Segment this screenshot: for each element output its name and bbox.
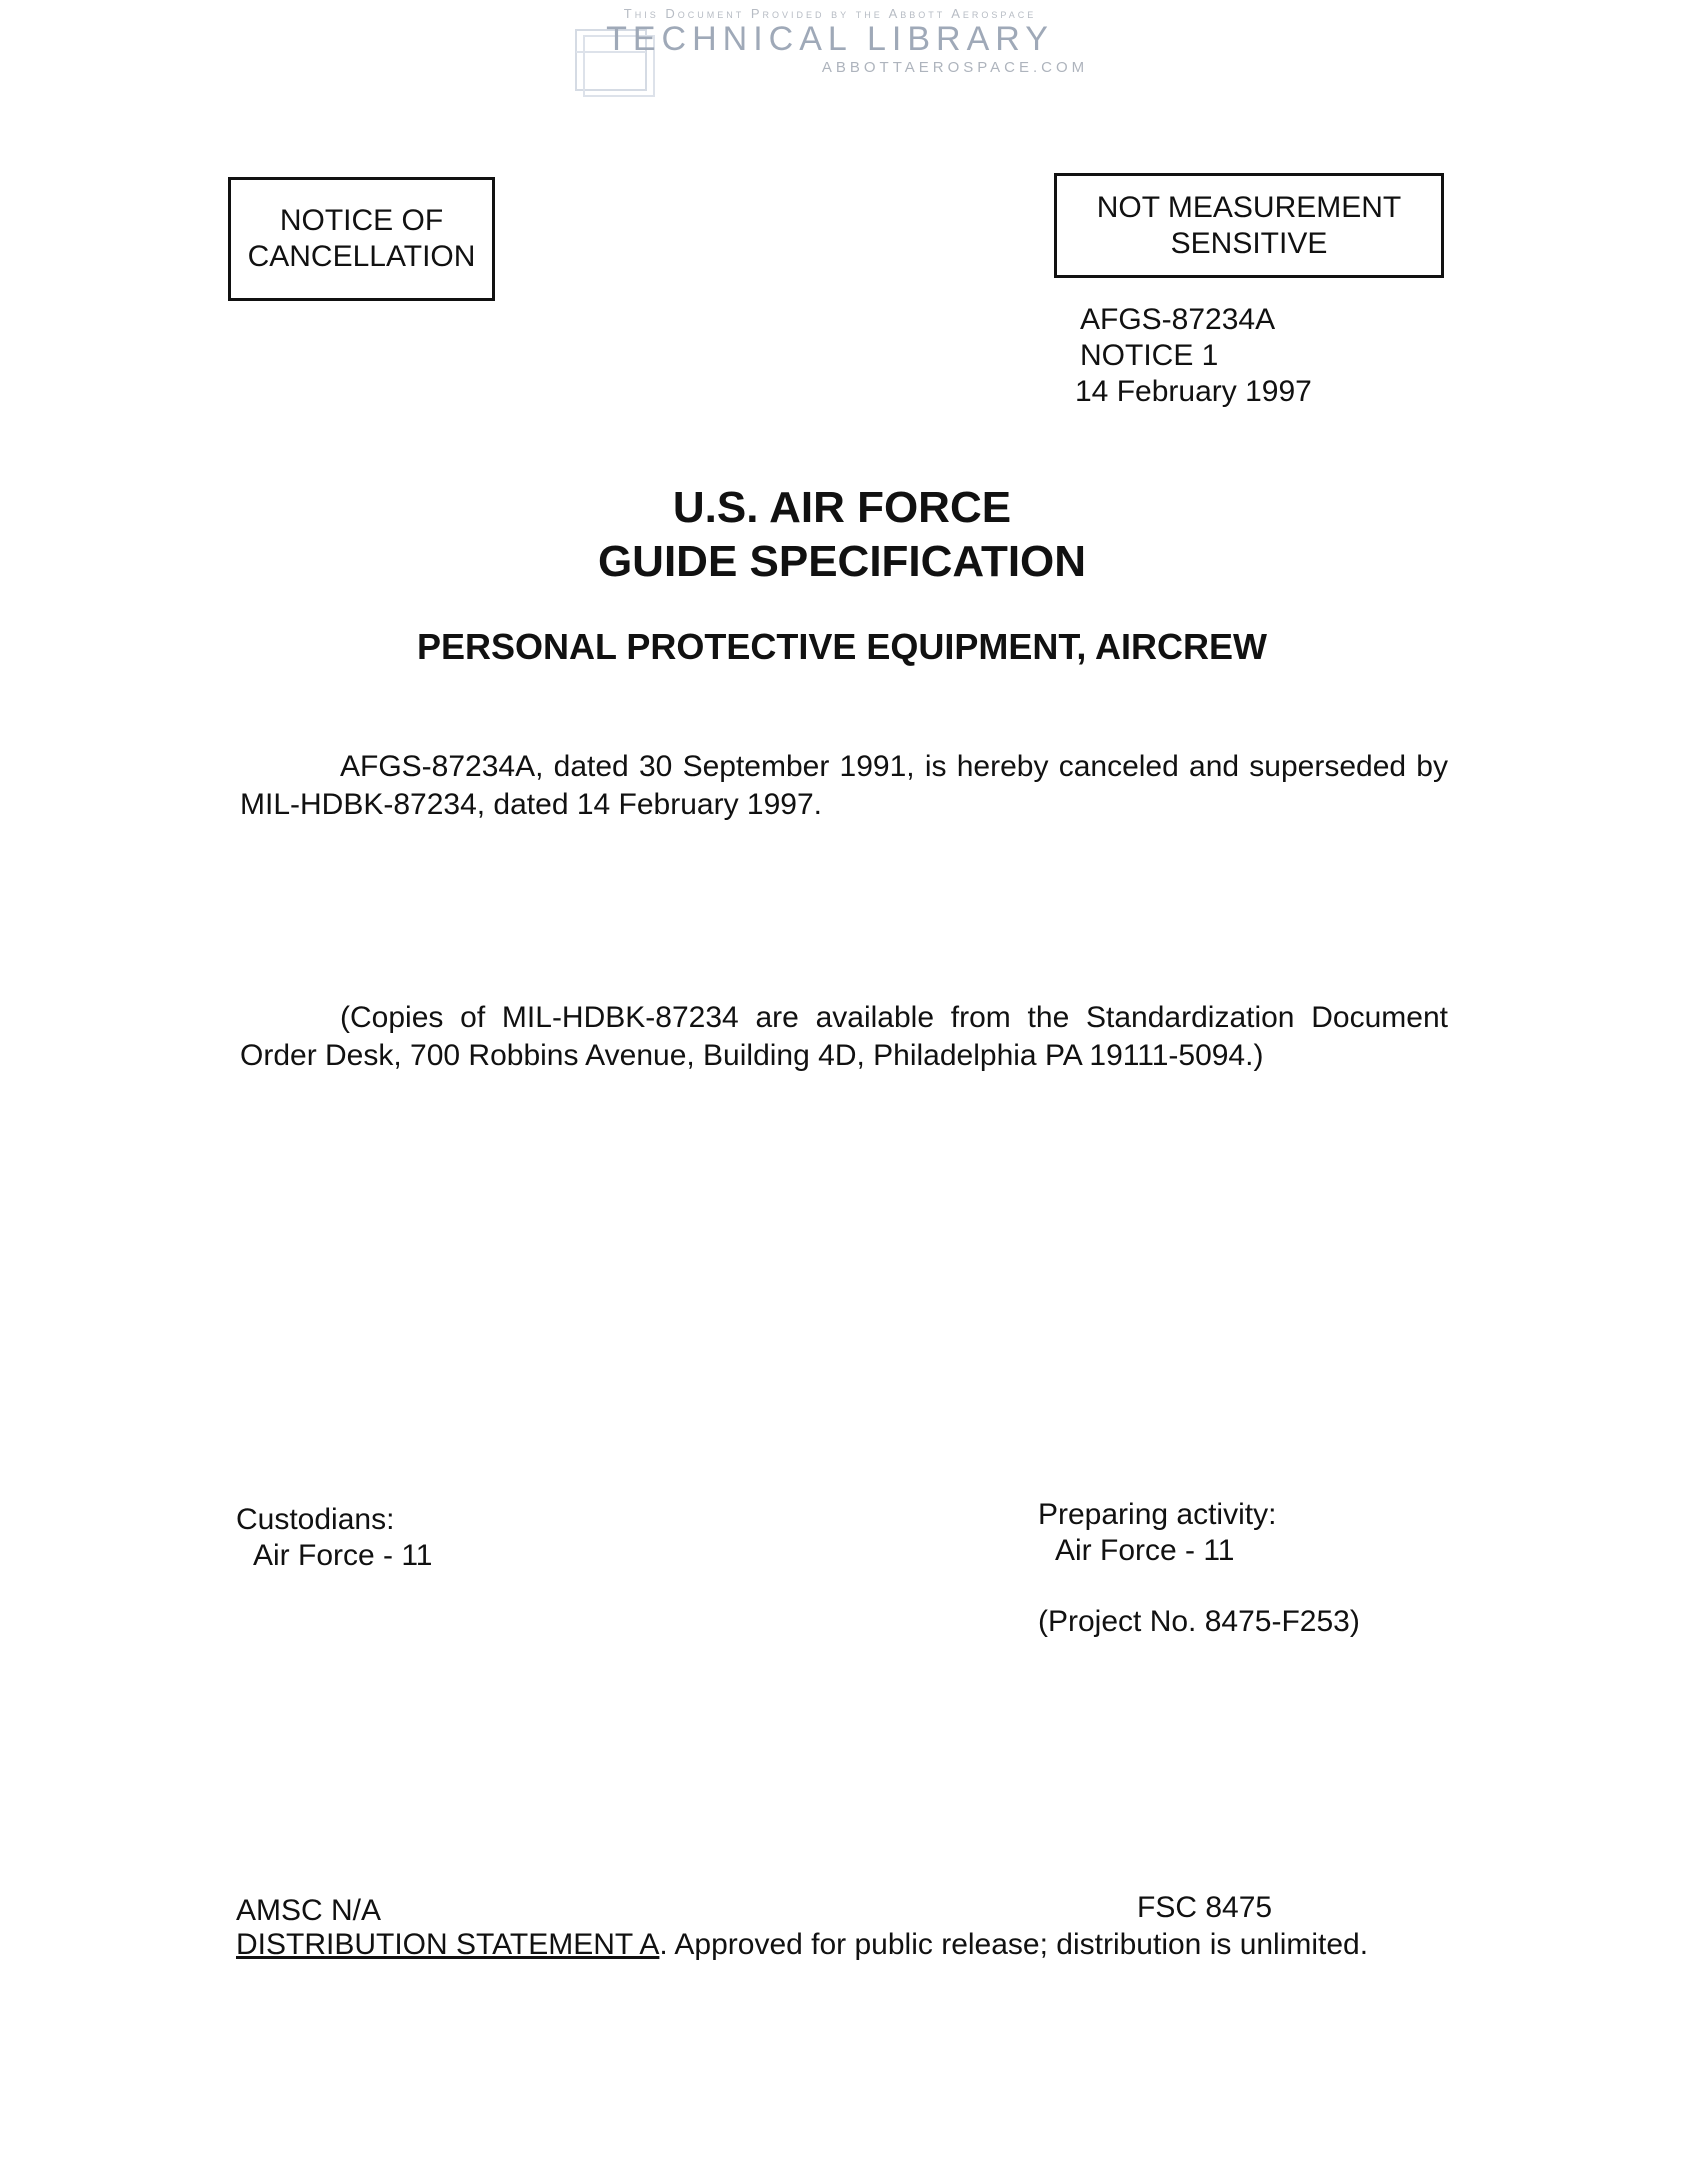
measurement-sensitivity-box [1054, 173, 1444, 278]
document-number: AFGS-87234A [1080, 303, 1276, 336]
cancellation-text: AFGS-87234A, dated 30 September 1991, is hereby canceled and superseded by MIL-HDBK-87234, dated 14 February 1997. [240, 750, 1448, 821]
amsc-code: AMSC N/A [236, 1894, 382, 1927]
watermark-website: ABBOTTAEROSPACE.COM [821, 59, 1089, 76]
cancellation-paragraph [240, 748, 1448, 824]
distribution-statement-label: DISTRIBUTION STATEMENT A [236, 1928, 660, 1961]
notice-box-line-2: CANCELLATION [247, 240, 476, 273]
measurement-box-line-1: NOT MEASUREMENT [1096, 190, 1402, 224]
preparing-activity-label: Preparing activity: [1038, 1498, 1277, 1531]
custodians-label: Custodians: [236, 1503, 395, 1536]
page-title-line-1: U.S. AIR FORCE [672, 483, 1012, 532]
project-number: (Project No. 8475-F253) [1038, 1605, 1360, 1638]
custodians-value: Air Force - 11 [253, 1539, 433, 1572]
notice-of-cancellation-box [228, 177, 495, 301]
page-subtitle: PERSONAL PROTECTIVE EQUIPMENT, AIRCREW [416, 626, 1268, 667]
copies-availability-paragraph [240, 999, 1448, 1075]
watermark-library-title: TECHNICAL LIBRARY [606, 20, 1054, 58]
distribution-statement-text: . Approved for public release; distribution is unlimited. [659, 1928, 1369, 1961]
copies-availability-text: (Copies of MIL-HDBK-87234 are available from the Standardization Document Order Desk, 700 Robbins Avenue, Building 4D, Philadelphia PA 19111-5094.) [240, 1001, 1448, 1072]
preparing-activity-value: Air Force - 11 [1055, 1534, 1235, 1567]
measurement-box-line-2: SENSITIVE [1170, 226, 1328, 260]
notice-box-line-1: NOTICE OF [279, 204, 444, 237]
watermark-provider-text: This Document Provided by the Abbott Aerospace [623, 6, 1037, 21]
notice-number: NOTICE 1 [1080, 339, 1219, 372]
document-date: 14 February 1997 [1075, 375, 1312, 408]
fsc-code: FSC 8475 [1137, 1891, 1273, 1924]
distribution-statement [236, 1927, 1368, 1963]
page-title-line-2: GUIDE SPECIFICATION [597, 537, 1087, 586]
